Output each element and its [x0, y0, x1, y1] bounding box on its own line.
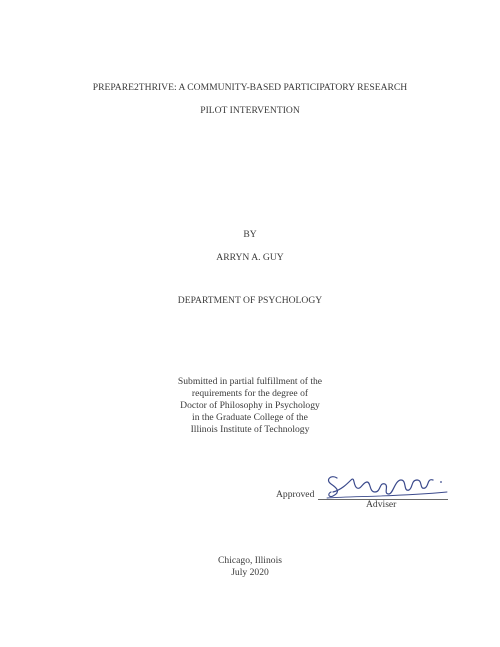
statement-line: in the Graduate College of the — [192, 412, 308, 423]
statement-line: requirements for the degree of — [191, 388, 309, 399]
department: DEPARTMENT OF PSYCHOLOGY — [177, 295, 323, 306]
date: July 2020 — [231, 567, 269, 578]
author-name: ARRYN A. GUY — [216, 252, 284, 263]
approved-label: Approved — [276, 489, 315, 500]
adviser-signature — [323, 470, 451, 502]
statement-line: Illinois Institute of Technology — [190, 424, 310, 435]
statement-line: Doctor of Philosophy in Psychology — [180, 400, 320, 411]
title-line-2: PILOT INTERVENTION — [200, 105, 300, 116]
degree-statement — [0, 376, 500, 436]
title-line-1: PREPARE2THRIVE: A COMMUNITY-BASED PARTICIPATORY RESEARCH — [92, 82, 408, 93]
approval-block — [276, 470, 456, 512]
place-date-block — [0, 555, 500, 579]
by-label: BY — [243, 229, 257, 240]
statement-line: Submitted in partial fulfillment of the — [177, 376, 323, 387]
adviser-label: Adviser — [366, 499, 397, 510]
location: Chicago, Illinois — [218, 555, 282, 566]
